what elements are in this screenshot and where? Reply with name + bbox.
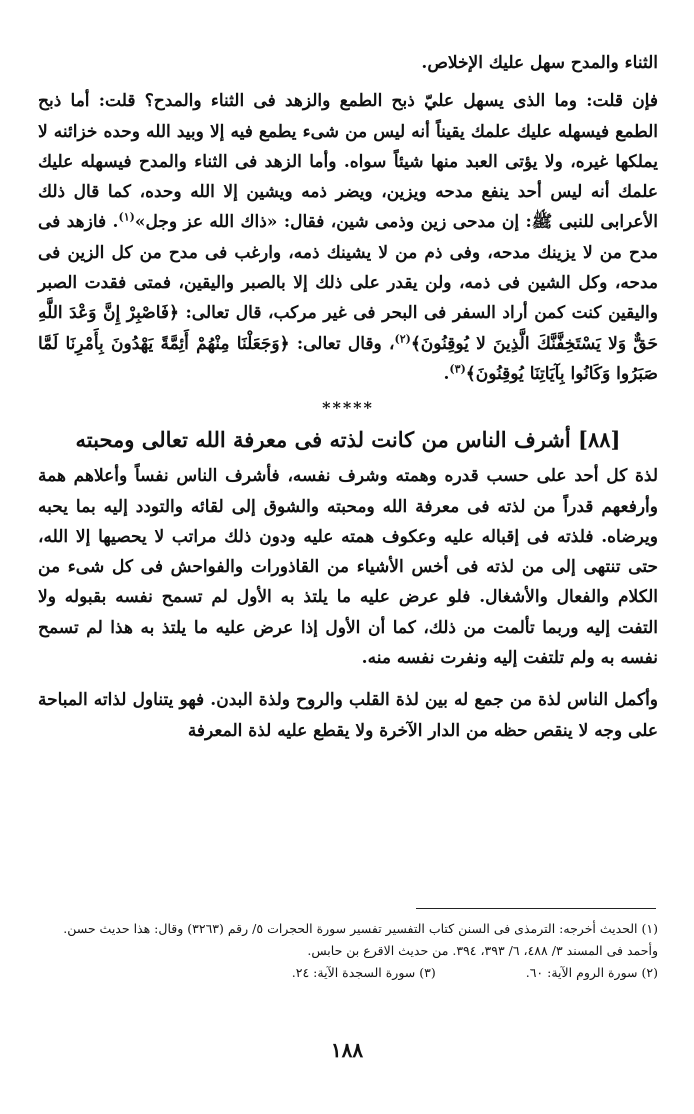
paragraph-intro-text: الثناء والمدح سهل عليك الإخلاص. [421, 53, 658, 73]
paragraph-perfect-text: وأكمل الناس لذة من جمع له بين لذة القلب والروح ولذة البدن. فهو يتناول لذاته المباحة على وجه لا ينقص حظه من الدار الآخرة ولا يقطع عليه لذة المعرفة [38, 690, 658, 741]
paragraph-question-cont: . فازهد فى مدح من لا يزينك مدحه، وفى ذم من لا يشينك ذمه، وارغب فى مدح من كل الزين فى مدحه، وكل الشين فى ذمه، ولن يقدر على ذلك إلا بالصبر واليقين، فمتى فقدت الصبر واليقين كنت كمن أراد السفر فى البحر فى غير مركب، قال تعالى: [38, 212, 658, 324]
footnote-ref-2: (٢) [394, 332, 411, 346]
footnote-divider [416, 908, 656, 909]
paragraph-pleasure [38, 461, 658, 673]
quran-verse-1: ﴿فَاصْبِرْ إِنَّ وَعْدَ اللَّهِ حَقٌّ وَلا يَسْتَخِفَّنَّكَ الَّذِينَ لا يُوقِنُونَ﴾ [38, 303, 658, 354]
section-heading: [٨٨] أشرف الناس من كانت لذته فى معرفة الله تعالى ومحبته [75, 427, 621, 453]
footnote-ref-3: (٣) [449, 362, 466, 376]
page-body [38, 48, 658, 746]
paragraph-intro [38, 48, 658, 78]
footnote-3: (٣) سورة السجدة الآية: ٢٤. [291, 965, 436, 980]
footnote-row [38, 962, 658, 984]
paragraph-question [38, 86, 658, 389]
hadith-quote: «ذاك الله عز وجل» [134, 212, 278, 233]
paragraph-question-end: . [443, 363, 450, 384]
footnote-1: (١) الحديث أخرجه: الترمذى فى السنن كتاب التفسير تفسير سورة الحجرات ٥/ رقم (٣٢٦٣) وقال: هذا حديث حسن. وأحمد فى المسند ٣/ ٤٨٨، ٦/ ٣٩٣، ٣٩٤. من حديث الاقرع بن حابس. [63, 921, 658, 958]
section-separator: ***** [322, 398, 374, 418]
paragraph-question-mid: ، وقال تعالى: [296, 333, 395, 354]
page-number: ١٨٨ [330, 1038, 364, 1062]
footnotes [38, 918, 658, 984]
paragraph-question-text: فإن قلت: وما الذى يسهل عليّ ذبح الطمع والزهد فى الثناء والمدح؟ قلت: أما ذبح الطمع فيسهله عليك علمك يقيناً أنه ليس من شىء يطمع فيه إلا وبيد الله وحده خزائنه لا يملكها غيره، ولا يؤتى العبد منها شيئاً سواه. وأما الزهد فى الثناء والمدح فيسهله عليك علمك أنه ليس أحد ينفع مدحه ويزين، ويضر ذمه ويشين إلا الله وحده، كما قال ذلك الأعرابى للنبى ﷺ: إن مدحى زين وذمى شين، فقال: [38, 91, 658, 233]
footnote-2: (٢) سورة الروم الآية: ٦٠. [525, 965, 658, 980]
footnote-ref-1: (١) [118, 210, 135, 224]
quran-verse-2: ﴿وَجَعَلْنَا مِنْهُمْ أَئِمَّةً يَهْدُونَ بِأَمْرِنَا لَمَّا صَبَرُوا وَكَانُوا بِآيَاتِنَا يُوقِنُونَ﴾ [38, 333, 658, 384]
paragraph-perfect [38, 685, 658, 746]
paragraph-pleasure-text: لذة كل أحد على حسب قدره وهمته وشرف نفسه، فأشرف الناس نفساً وأعلاهم همة وأرفعهم قدراً من لذته فى معرفة الله ومحبته والشوق إلى لقائه والتودد إليه بما يحبه ويرضاه. فلذته فى إقباله عليه وعكوف همته عليه ودون ذلك مراتب لا يحصيها إلا الله، حتى تنتهى إلى من لذته فى أخس الأشياء من القاذورات والفواحش فى كل شىء من الكلام والفعال والأشغال. فلو عرض عليه ما يلتذ به الأول لم تسمح نفسه بقبوله ولا التفت إليه وربما تألمت من ذلك، كما أن الأول إذا عرض عليه ما يلتذ به هذا لم تسمح نفسه به ولم تلتفت إليه ونفرت نفسه منه. [38, 466, 658, 669]
